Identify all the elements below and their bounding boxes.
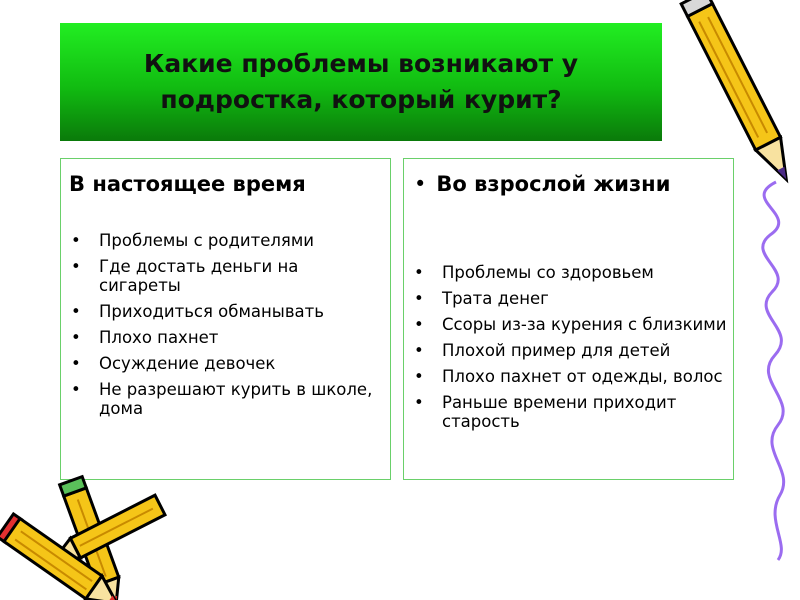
slide-title: Какие проблемы возникают у подростка, который курит? bbox=[143, 49, 579, 114]
list-item: • Осуждение девочек bbox=[71, 354, 276, 373]
pencil-icon bbox=[681, 0, 799, 186]
list-item: • Не разрешают курить в школе, дома bbox=[71, 380, 373, 418]
bullet-icon: • bbox=[414, 172, 427, 196]
right-heading: Во взрослой жизни bbox=[436, 172, 671, 196]
list-item: • Ссоры из-за курения с близкими bbox=[414, 315, 727, 334]
left-heading: В настоящее время bbox=[69, 172, 306, 196]
list-item: • Проблемы со здоровьем bbox=[414, 263, 654, 282]
list-item: • Трата денег bbox=[414, 289, 549, 308]
list-item: • Раньше времени приходит старость bbox=[414, 393, 677, 431]
list-item: • Проблемы с родителями bbox=[71, 231, 314, 250]
purple-squiggle-line bbox=[763, 182, 784, 560]
list-item: • Плохо пахнет от одежды, волос bbox=[414, 367, 723, 386]
list-item: • Плохо пахнет bbox=[71, 328, 219, 347]
list-item: • Приходиться обманывать bbox=[71, 302, 324, 321]
list-item: • Плохой пример для детей bbox=[414, 341, 671, 360]
list-item: • Где достать деньги на сигареты bbox=[71, 257, 299, 295]
